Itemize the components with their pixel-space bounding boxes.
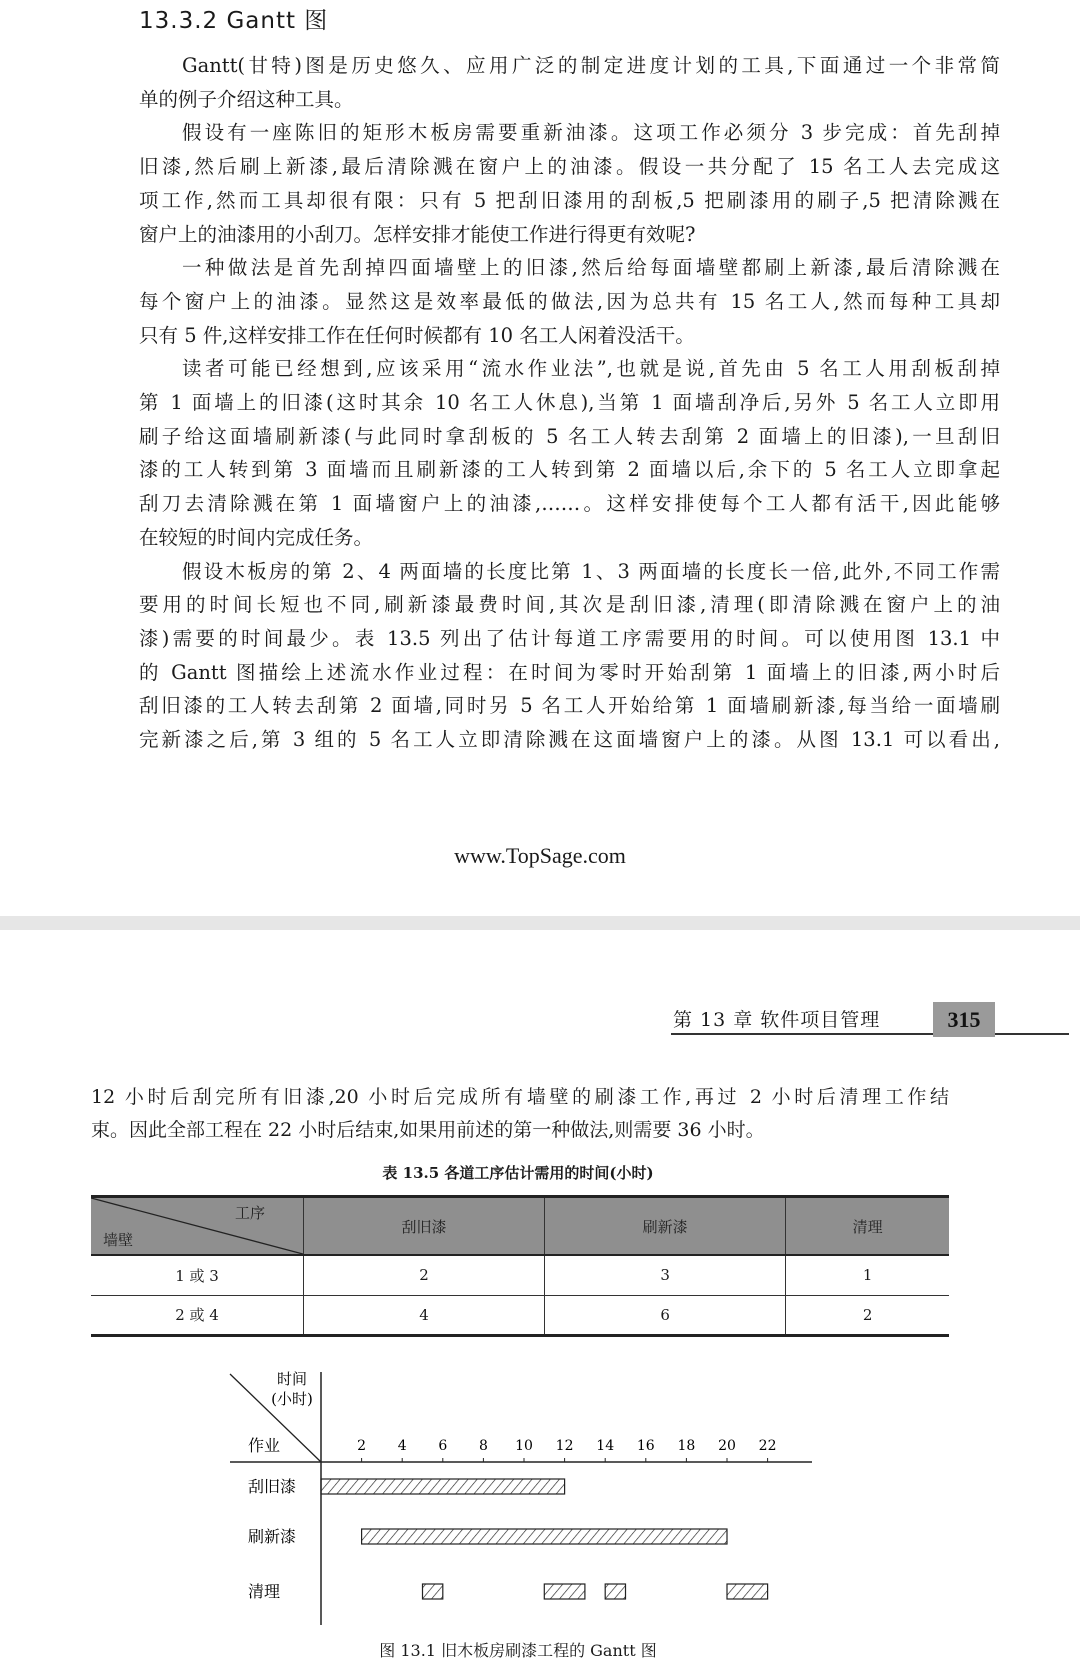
task-label: 刮旧漆 <box>248 1477 297 1496</box>
x-tick-label: 2 <box>357 1438 367 1454</box>
text-line: 的 Gantt 图描绘上述流水作业过程：在时间为零时开始刮第 1 面墙上的旧漆,两小时后 <box>139 660 1000 684</box>
table-cell: 4 <box>304 1295 545 1335</box>
text-line: 12 小时后刮完所有旧漆,20 小时后完成所有墙壁的刷漆工作,再过 2 小时后清理工作结 <box>91 1086 949 1108</box>
watermark-text: www.TopSage.com <box>454 843 626 868</box>
running-head: 第 13 章 软件项目管理 <box>673 1009 881 1031</box>
x-tick-label: 12 <box>555 1438 574 1454</box>
text-line: 完新漆之后,第 3 组的 5 名工人立即清除溅在这面墙窗户上的漆。从图 13.1 可以看出, <box>139 728 1000 751</box>
row-label: 1 或 3 <box>175 1266 219 1285</box>
text-line: 一种做法是首先刮掉四面墙壁上的旧漆,然后给每面墙壁都刷上新漆,最后清除溅在 <box>182 256 1000 280</box>
table-cell: 3 <box>545 1255 786 1295</box>
text-line: 只有 5 件,这样安排工作在任何时候都有 10 名工人闲着没活干。 <box>139 323 695 347</box>
x-axis-label: 时间 <box>276 1370 308 1388</box>
gantt-bar <box>727 1584 768 1599</box>
x-tick-label: 18 <box>677 1438 696 1454</box>
figure-caption: 图 13.1 旧木板房刷漆工程的 Gantt 图 <box>379 1641 657 1660</box>
table-cell: 1 <box>786 1255 949 1295</box>
x-tick-label: 8 <box>478 1438 488 1454</box>
text-line: 旧漆,然后刷上新漆,最后清除溅在窗户上的油漆。假设一共分配了 15 名工人去完成这 <box>139 155 1000 179</box>
text-line: 每个窗户上的油漆。显然这是效率最低的做法,因为总共有 15 名工人,然而每种工具却 <box>139 289 1000 313</box>
table-cell: 2 <box>786 1295 949 1335</box>
text-line: 窗户上的油漆用的小刮刀。怎样安排才能使工作进行得更有效呢? <box>139 222 696 246</box>
gantt-bar <box>544 1584 585 1599</box>
column-header: 清理 <box>786 1197 949 1256</box>
text-line: 刮旧漆的工人转去刮第 2 面墙,同时另 5 名工人开始给第 1 面墙刷新漆,每当给一面墙刷 <box>139 694 1000 718</box>
text-line: 漆)需要的时间最少。表 13.5 列出了估计每道工序需要用的时间。可以使用图 13.1 中 <box>139 626 1000 650</box>
text-line: 要用的时间长短也不同,刷新漆最费时间,其次是刮旧漆,清理(即清除溅在窗户上的油 <box>139 593 1000 617</box>
x-tick-label: 14 <box>596 1438 615 1454</box>
text-line: 刷子给这面墙刷新漆(与此同时拿刮板的 5 名工人转去刮第 2 面墙上的旧漆),一旦刮旧 <box>139 424 1000 448</box>
table-cell: 6 <box>545 1295 786 1335</box>
text-line: 假设木板房的第 2、4 两面墙的长度比第 1、3 两面墙的长度长一倍,此外,不同工作需 <box>182 559 1000 583</box>
row-label: 2 或 4 <box>175 1306 219 1324</box>
task-label: 刷新漆 <box>248 1527 297 1546</box>
x-tick-label: 6 <box>438 1438 448 1454</box>
x-axis-unit: (小时) <box>271 1390 313 1408</box>
text-line: 假设有一座陈旧的矩形木板房需要重新油漆。这项工作必须分 3 步完成：首先刮掉 <box>182 121 1000 145</box>
text-line: 单的例子介绍这种工具。 <box>139 87 354 111</box>
x-tick-label: 4 <box>397 1438 407 1454</box>
task-label: 清理 <box>248 1582 281 1601</box>
corner-top-label: 工序 <box>234 1204 265 1222</box>
text-line: 项工作,然而工具却很有限：只有 5 把刮旧漆用的刮板,5 把刷漆用的刷子,5 把清除溅在 <box>139 188 1001 212</box>
text-line: 束。因此全部工程在 22 小时后结束,如果用前述的第一种做法,则需要 36 小时。 <box>91 1119 765 1141</box>
y-axis-label: 作业 <box>247 1436 281 1455</box>
gantt-bar <box>605 1584 625 1599</box>
text-line: 第 1 面墙上的旧漆(这时其余 10 名工人休息),当第 1 面墙刮净后,另外 5 名工人立即用 <box>139 391 1000 414</box>
gantt-bar <box>362 1529 727 1544</box>
x-tick-label: 20 <box>718 1438 736 1454</box>
column-header: 刮旧漆 <box>304 1197 545 1256</box>
text-line: 在较短的时间内完成任务。 <box>139 525 374 549</box>
text-line: 读者可能已经想到,应该采用“流水作业法”,也就是说,首先由 5 名工人用刮板刮掉 <box>182 357 1000 381</box>
gantt-bar <box>423 1584 443 1599</box>
gantt-bar <box>321 1479 565 1494</box>
x-tick-label: 10 <box>515 1438 533 1454</box>
text-line: 漆的工人转到第 3 面墙而且刷新漆的工人转到第 2 面墙以后,余下的 5 名工人立即拿起 <box>139 458 1000 482</box>
page-number: 315 <box>933 1002 995 1037</box>
text-line: Gantt(甘特)图是历史悠久、应用广泛的制定进度计划的工具,下面通过一个非常简 <box>182 54 1000 77</box>
text-line: 刮刀去清除溅在第 1 面墙窗户上的油漆,……。这样安排使每个工人都有活干,因此能够 <box>139 492 1000 516</box>
x-tick-label: 16 <box>636 1438 655 1454</box>
table-cell: 2 <box>304 1255 545 1295</box>
x-tick-label: 22 <box>758 1438 777 1454</box>
table-caption: 表 13.5 各道工序估计需用的时间(小时) <box>382 1164 654 1182</box>
column-header: 刷新漆 <box>545 1197 786 1256</box>
section-heading: 13.3.2 Gantt 图 <box>139 8 329 34</box>
corner-bottom-label: 墙壁 <box>103 1231 134 1249</box>
